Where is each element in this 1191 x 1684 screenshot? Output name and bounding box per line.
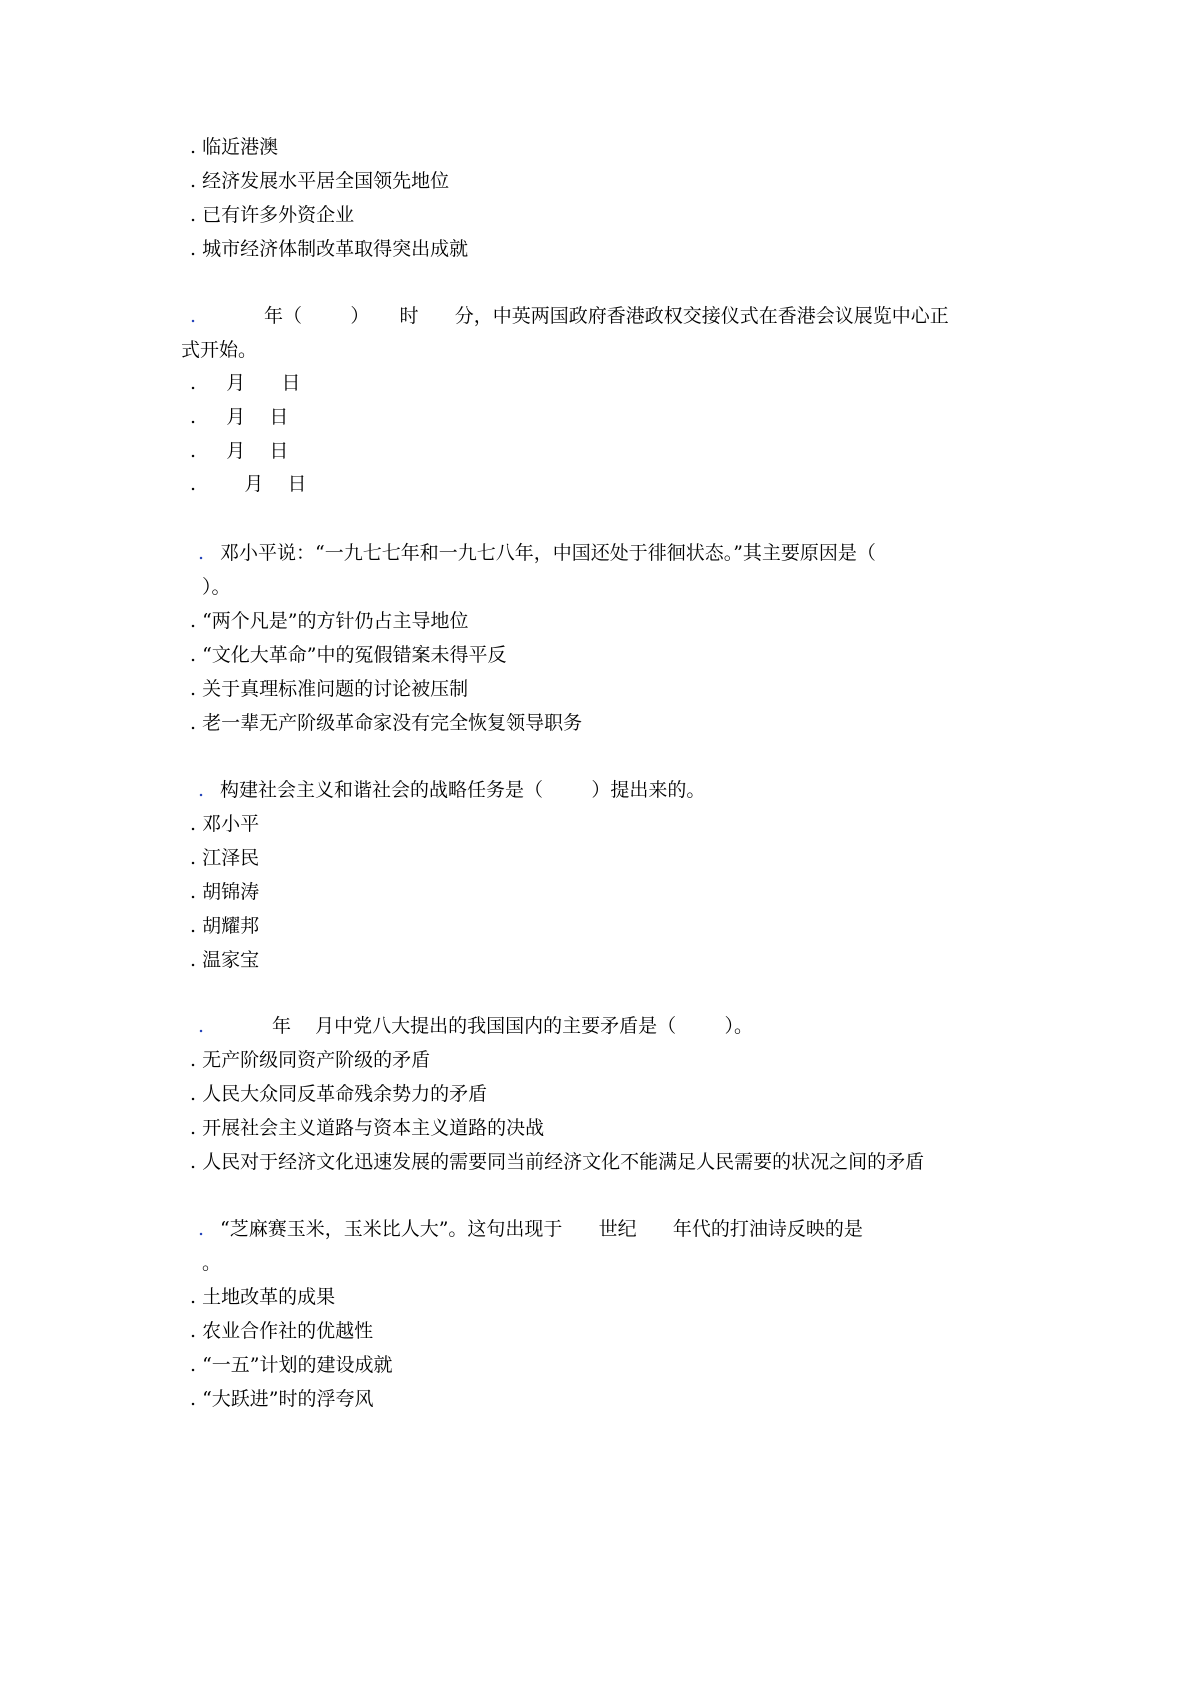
option-line: . 已有许多外资企业 bbox=[190, 204, 355, 226]
question-dot: . bbox=[198, 1218, 205, 1240]
option-line: . 临近港澳 bbox=[190, 136, 279, 158]
question-line bbox=[198, 1013, 753, 1039]
option-line: . 人民大众同反革命残余势力的矛盾 bbox=[190, 1083, 488, 1105]
option-line: . 开展社会主义道路与资本主义道路的决战 bbox=[190, 1117, 545, 1139]
question-line bbox=[198, 540, 876, 566]
option-line: . “大跃进”时的浮夸风 bbox=[190, 1388, 374, 1410]
option-line: . 经济发展水平居全国领先地位 bbox=[190, 170, 450, 192]
option-line: . 无产阶级同资产阶级的矛盾 bbox=[190, 1049, 431, 1071]
question-text: 构建社会主义和谐社会的战略任务是（ ）提出来的。 bbox=[220, 779, 706, 801]
option-line: . “一五”计划的建设成就 bbox=[190, 1354, 393, 1376]
question-text: 邓小平说：“一九七七年和一九七八年，中国还处于徘徊状态。”其主要原因是（ bbox=[220, 542, 876, 564]
option-line: . 江泽民 bbox=[190, 847, 260, 869]
question-dot: . bbox=[198, 542, 205, 564]
option-line: . 老一辈无产阶级革命家没有完全恢复领导职务 bbox=[190, 712, 583, 734]
option-line: . 胡锦涛 bbox=[190, 881, 260, 903]
question-dot: . bbox=[190, 305, 197, 327]
question-text: 年（ ） 时 分，中英两国政府香港政权交接仪式在香港会议展览中心正 bbox=[264, 305, 949, 327]
option-line: . 月 日 bbox=[190, 440, 289, 462]
question-line: 式开始。 bbox=[181, 339, 258, 361]
question-line: 。 bbox=[202, 1252, 222, 1274]
option-line: . 土地改革的成果 bbox=[190, 1286, 336, 1308]
option-line: . 城市经济体制改革取得突出成就 bbox=[190, 238, 469, 260]
option-line: . 关于真理标准问题的讨论被压制 bbox=[190, 678, 469, 700]
question-text: “芝麻赛玉米，玉米比人大”。这句出现于 世纪 年代的打油诗反映的是 bbox=[220, 1218, 863, 1240]
option-line: . 胡耀邦 bbox=[190, 915, 260, 937]
option-line: . 邓小平 bbox=[190, 813, 260, 835]
option-line: . 温家宝 bbox=[190, 949, 260, 971]
option-line: . “文化大革命”中的冤假错案未得平反 bbox=[190, 644, 507, 666]
question-line bbox=[198, 777, 705, 803]
question-line bbox=[198, 1216, 863, 1242]
option-line: . 月 日 bbox=[190, 406, 289, 428]
option-line: . 月 日 bbox=[190, 473, 307, 495]
option-line: . 农业合作社的优越性 bbox=[190, 1320, 374, 1342]
option-line: . “两个凡是”的方针仍占主导地位 bbox=[190, 610, 469, 632]
question-dot: . bbox=[198, 1015, 205, 1037]
question-dot: . bbox=[198, 779, 205, 801]
question-line: ）。 bbox=[202, 576, 231, 598]
question-text: 年 月中党八大提出的我国国内的主要矛盾是（ ）。 bbox=[272, 1015, 753, 1037]
option-line: . 月 日 bbox=[190, 372, 301, 394]
option-line: . 人民对于经济文化迅速发展的需要同当前经济文化不能满足人民需要的状况之间的矛盾 bbox=[190, 1151, 925, 1173]
question-line bbox=[190, 303, 949, 329]
